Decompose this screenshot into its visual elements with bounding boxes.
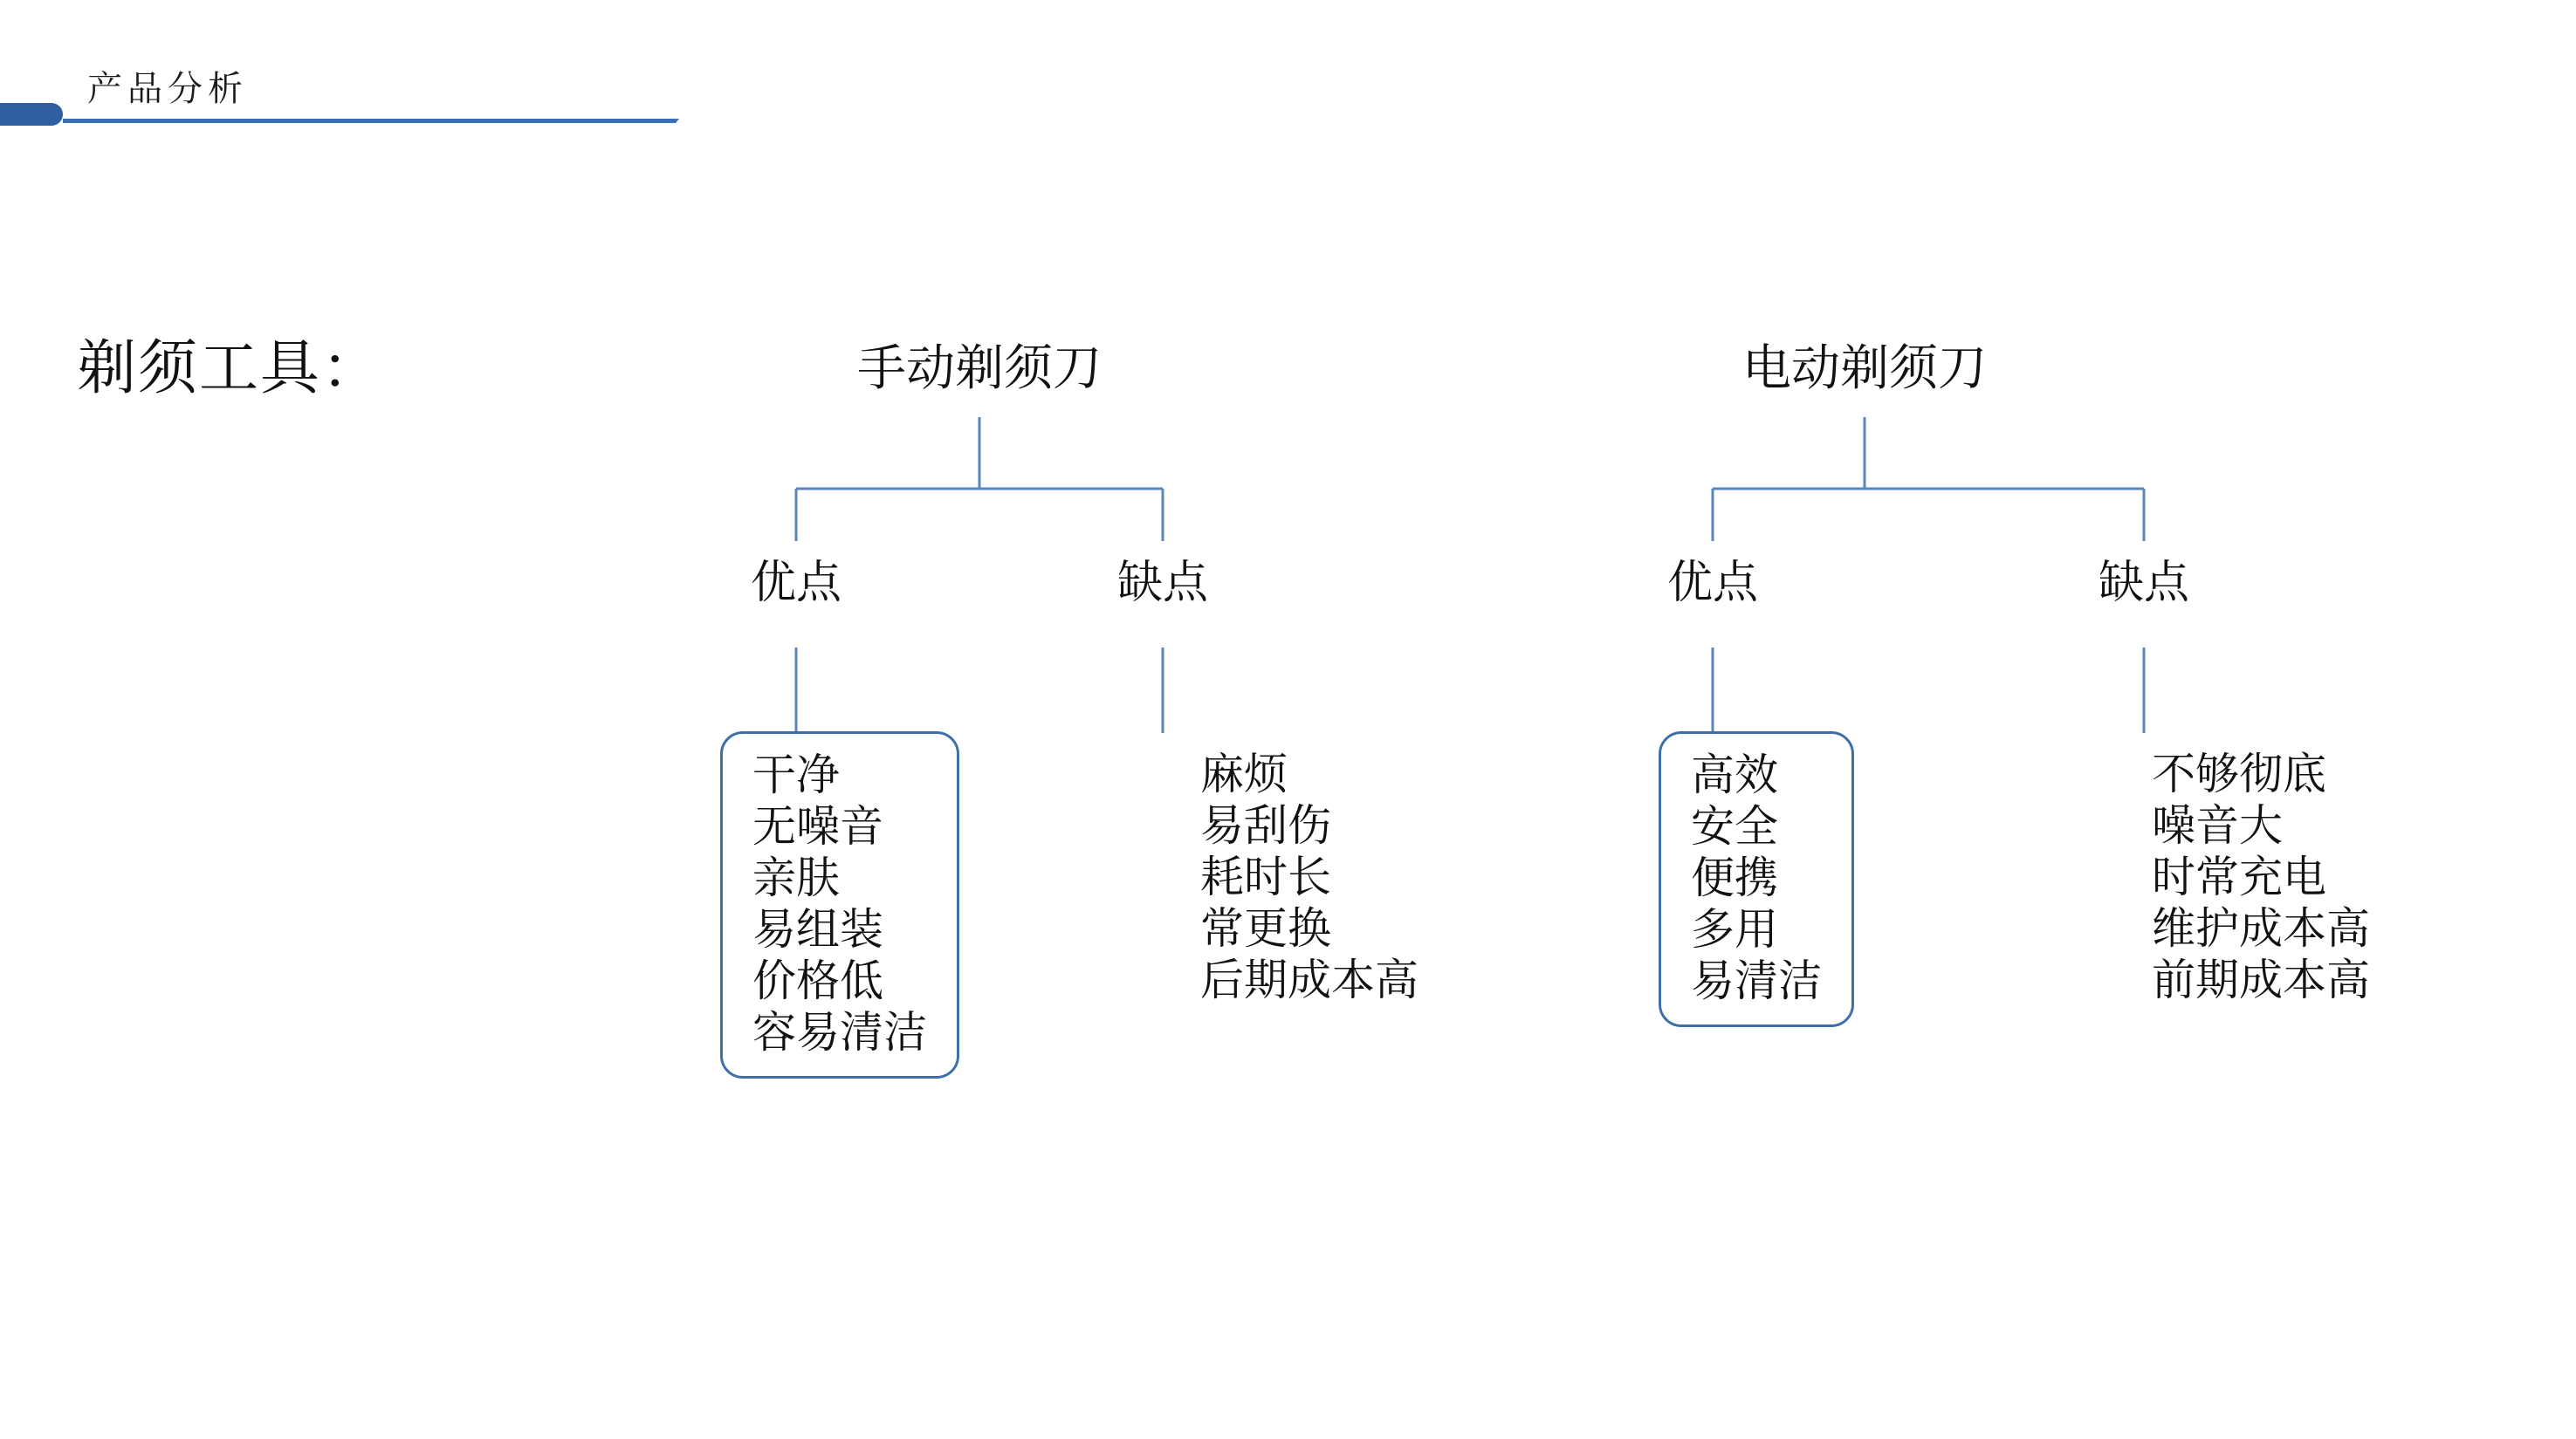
list-electric-pros [1659,731,1854,1027]
diagram-label: 剃须工具： [77,334,383,403]
page-title: 产品分析 [87,69,248,109]
header-accent-tab [0,103,63,126]
list-manual-pros [720,731,959,1079]
list-item: 耗时长 [1200,852,1331,902]
list-item: 高效 [1691,750,1778,800]
tree-node-electric-pros: 优点 [1666,557,1759,609]
list-electric-cons [2152,749,2370,1006]
slide-header [0,0,2576,148]
list-item: 安全 [1691,801,1778,852]
list-item: 噪音大 [2152,800,2283,851]
list-item: 易刮伤 [1200,800,1331,851]
list-manual-cons [1200,749,1419,1006]
tree-root-electric-razor: 电动剃须刀 [1742,340,1987,397]
list-item: 常更换 [1200,903,1331,954]
list-item: 亲肤 [752,853,840,903]
tree-node-manual-pros: 优点 [750,557,842,609]
tree-node-electric-cons: 缺点 [2098,557,2190,609]
list-item: 多用 [1691,904,1778,955]
list-item: 麻烦 [1200,749,1288,799]
list-item: 易清洁 [1691,956,1822,1006]
list-item: 维护成本高 [2152,903,2370,954]
list-item: 无噪音 [752,801,883,852]
tree-node-manual-cons: 缺点 [1116,557,1209,609]
list-item: 时常充电 [2152,852,2326,902]
tree-root-manual-razor: 手动剃须刀 [857,340,1102,397]
header-divider-line [63,119,665,123]
list-item: 干净 [752,750,840,800]
list-item: 易组装 [752,904,883,955]
list-item: 价格低 [752,956,883,1006]
list-item: 后期成本高 [1200,955,1419,1005]
list-item: 容易清洁 [752,1007,927,1058]
list-item: 前期成本高 [2152,955,2370,1005]
list-item: 不够彻底 [2152,749,2326,799]
list-item: 便携 [1691,853,1778,903]
